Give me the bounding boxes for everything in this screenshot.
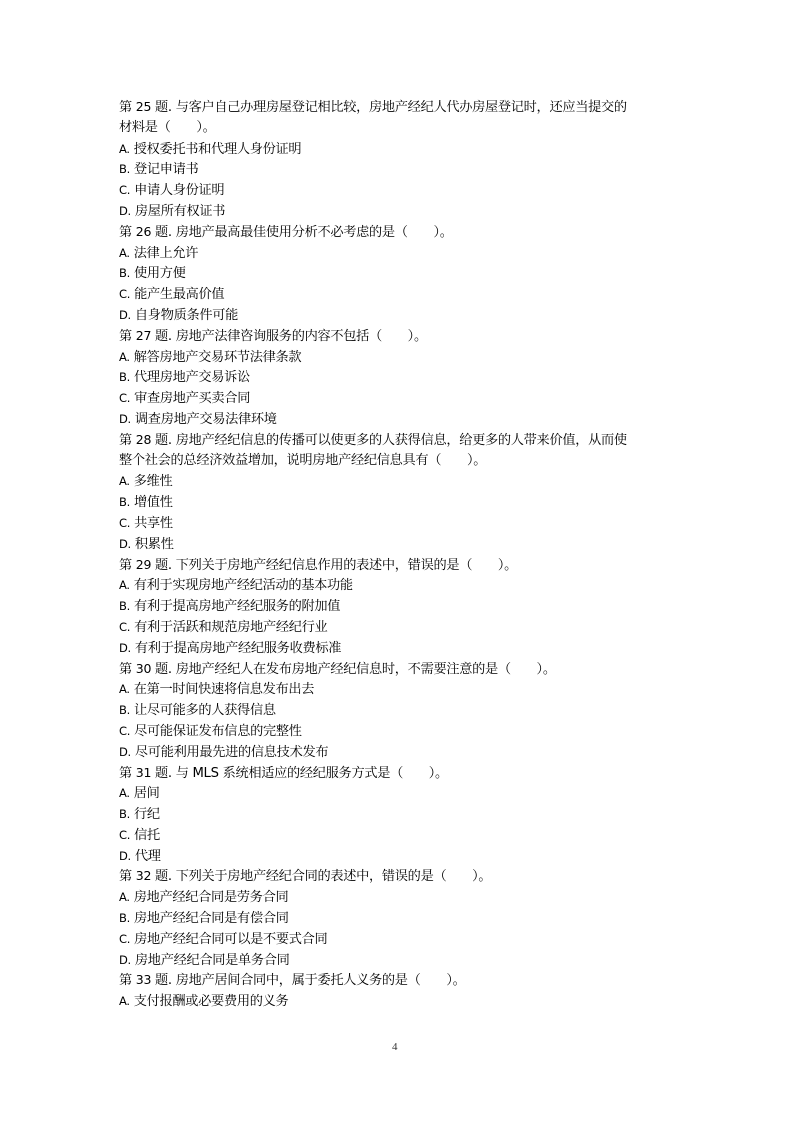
answer-option [119, 804, 679, 825]
answer-option [119, 596, 679, 617]
question-block [119, 326, 679, 430]
question-block [119, 866, 679, 970]
question-stem-continuation [119, 118, 679, 139]
option-text: 支付报酬或必要费用的义务 [133, 994, 289, 1010]
option-text: 有利于提高房地产经纪服务收费标准 [134, 640, 342, 656]
option-text: 申请人身份证明 [134, 183, 225, 199]
answer-option [119, 617, 679, 638]
question-block [119, 222, 679, 326]
answer-option [119, 409, 679, 430]
option-letter: D. [119, 640, 131, 655]
document-body [119, 97, 679, 1012]
answer-option [119, 638, 679, 659]
option-text: 房地产经纪合同是劳务合同 [133, 890, 289, 906]
option-letter: B. [119, 599, 130, 614]
option-letter: A. [119, 474, 130, 489]
option-letter: D. [119, 307, 131, 322]
answer-option [119, 347, 679, 368]
question-text: 房地产最高最佳使用分析不必考虑的是（ ）。 [175, 224, 453, 240]
option-letter: D. [119, 536, 131, 551]
option-letter: D. [119, 952, 131, 967]
option-letter: B. [119, 495, 130, 510]
question-number: 30 [135, 660, 152, 676]
answer-option [119, 721, 679, 742]
question-prefix: 第 [119, 224, 132, 240]
answer-option [119, 575, 679, 596]
option-letter: B. [119, 807, 130, 822]
question-suffix: 题. [155, 432, 172, 448]
option-text: 共享性 [134, 515, 173, 531]
question-stem [119, 222, 679, 243]
option-text: 房地产经纪合同是有偿合同 [133, 911, 289, 927]
question-prefix: 第 [119, 661, 132, 677]
question-text: 房地产居间合同中，属于委托人义务的是（ ）。 [175, 973, 466, 989]
option-text: 能产生最高价值 [134, 287, 225, 303]
option-letter: B. [119, 266, 130, 281]
option-text: 有利于实现房地产经纪活动的基本功能 [133, 578, 353, 594]
question-text: 整个社会的总经济效益增加，说明房地产经纪信息具有（ ）。 [119, 452, 487, 468]
answer-option [119, 700, 679, 721]
question-text: 下列关于房地产经纪合同的表述中，错误的是（ ）。 [175, 869, 492, 885]
option-letter: D. [119, 411, 131, 426]
question-prefix: 第 [119, 328, 132, 344]
option-letter: A. [119, 994, 130, 1009]
answer-option [119, 305, 679, 326]
answer-option [119, 534, 679, 555]
answer-option [119, 679, 679, 700]
option-letter: B. [119, 911, 130, 926]
option-text: 使用方便 [133, 266, 186, 282]
option-text: 登记申请书 [133, 162, 199, 178]
question-number: 27 [135, 327, 152, 343]
option-letter: C. [119, 515, 131, 530]
option-text: 尽可能利用最先进的信息技术发布 [134, 744, 329, 760]
answer-option [119, 846, 679, 867]
option-letter: D. [119, 203, 131, 218]
question-text: 与客户自己办理房屋登记相比较，房地产经纪人代办房屋登记时，还应当提交的 [175, 100, 627, 115]
answer-option [119, 908, 679, 929]
question-stem [119, 970, 679, 991]
option-letter: D. [119, 848, 131, 863]
option-text: 解答房地产交易环节法律条款 [133, 349, 302, 365]
answer-option [119, 284, 679, 305]
page-number: 4 [392, 1041, 398, 1053]
option-text: 有利于活跃和规范房地产经纪行业 [134, 619, 328, 635]
question-suffix: 题. [155, 557, 172, 573]
answer-option [119, 159, 679, 180]
question-prefix: 第 [119, 765, 132, 781]
option-text: 审查房地产买卖合同 [134, 391, 251, 407]
question-number: 33 [135, 972, 152, 988]
question-block [119, 555, 679, 659]
option-letter: A. [119, 786, 130, 801]
answer-option [119, 929, 679, 950]
answer-option [119, 991, 679, 1012]
option-text: 授权委托书和代理人身份证明 [133, 141, 302, 157]
option-text: 信托 [134, 827, 160, 843]
option-letter: A. [119, 682, 130, 697]
answer-option [119, 513, 679, 534]
question-suffix: 题. [155, 869, 172, 885]
question-number: 32 [135, 868, 152, 884]
answer-option [119, 950, 679, 971]
option-letter: A. [119, 578, 130, 593]
question-stem [119, 659, 679, 680]
option-text: 尽可能保证发布信息的完整性 [134, 723, 302, 739]
question-text: 房地产经纪信息的传播可以使更多的人获得信息，给更多的人带来价值，从而使 [175, 432, 627, 448]
question-block [119, 97, 679, 222]
answer-option [119, 388, 679, 409]
option-text: 房屋所有权证书 [134, 203, 226, 219]
answer-option [119, 201, 679, 222]
answer-option [119, 263, 679, 284]
option-letter: A. [119, 890, 130, 905]
option-text: 行纪 [133, 807, 160, 823]
answer-option [119, 243, 679, 264]
option-text: 有利于提高房地产经纪服务的附加值 [133, 599, 341, 615]
question-block [119, 763, 679, 867]
option-letter: A. [119, 349, 130, 364]
question-suffix: 题. [155, 224, 172, 240]
option-text: 代理房地产交易诉讼 [133, 370, 250, 386]
question-block [119, 430, 679, 555]
option-text: 居间 [133, 786, 160, 802]
option-text: 积累性 [134, 536, 174, 552]
question-block [119, 970, 679, 1012]
option-text: 多维性 [133, 474, 173, 490]
question-suffix: 题. [155, 973, 172, 989]
question-stem [119, 555, 679, 576]
option-text: 代理 [134, 848, 161, 864]
question-stem [119, 326, 679, 347]
question-number: 26 [135, 223, 152, 239]
answer-option [119, 492, 679, 513]
question-prefix: 第 [119, 557, 132, 573]
option-text: 房地产经纪合同可以是不要式合同 [134, 931, 328, 947]
answer-option [119, 887, 679, 908]
question-stem [119, 763, 679, 784]
option-letter: C. [119, 287, 131, 302]
question-stem [119, 866, 679, 887]
question-stem [119, 430, 679, 451]
option-letter: B. [119, 703, 130, 718]
answer-option [119, 139, 679, 160]
answer-option [119, 367, 679, 388]
question-suffix: 题. [155, 100, 172, 115]
question-stem [119, 97, 679, 118]
question-text: 材料是（ ）。 [119, 119, 216, 135]
question-text: 与 MLS 系统相适应的经纪服务方式是（ ）。 [175, 765, 448, 781]
option-letter: C. [119, 827, 131, 842]
option-text: 让尽可能多的人获得信息 [133, 703, 276, 719]
question-text: 房地产法律咨询服务的内容不包括（ ）。 [175, 328, 427, 344]
option-text: 房地产经纪合同是单务合同 [134, 952, 290, 968]
question-block [119, 659, 679, 763]
question-suffix: 题. [155, 765, 172, 781]
answer-option [119, 825, 679, 846]
answer-option [119, 742, 679, 763]
question-number: 31 [135, 764, 152, 780]
option-letter: B. [119, 370, 130, 385]
option-letter: C. [119, 619, 131, 634]
option-letter: C. [119, 391, 131, 406]
question-number: 25 [135, 99, 152, 114]
question-number: 28 [135, 431, 152, 447]
option-letter: C. [119, 183, 131, 198]
question-prefix: 第 [119, 100, 132, 115]
option-letter: D. [119, 744, 131, 759]
question-suffix: 题. [155, 328, 172, 344]
option-letter: A. [119, 245, 130, 260]
option-letter: C. [119, 931, 131, 946]
question-number: 29 [135, 556, 152, 572]
option-letter: B. [119, 162, 130, 177]
answer-option [119, 471, 679, 492]
option-text: 增值性 [133, 495, 173, 511]
option-text: 法律上允许 [133, 245, 199, 261]
option-letter: A. [119, 141, 130, 156]
question-prefix: 第 [119, 869, 132, 885]
answer-option [119, 783, 679, 804]
option-text: 调查房地产交易法律环境 [134, 411, 277, 427]
option-text: 在第一时间快速将信息发布出去 [133, 682, 315, 698]
option-text: 自身物质条件可能 [134, 307, 239, 323]
question-stem-continuation [119, 451, 679, 472]
option-letter: C. [119, 723, 131, 738]
question-suffix: 题. [155, 661, 172, 677]
question-text: 房地产经纪人在发布房地产经纪信息时，不需要注意的是（ ）。 [175, 661, 556, 677]
question-text: 下列关于房地产经纪信息作用的表述中，错误的是（ ）。 [175, 557, 518, 573]
question-prefix: 第 [119, 973, 132, 989]
question-prefix: 第 [119, 432, 132, 448]
answer-option [119, 180, 679, 201]
